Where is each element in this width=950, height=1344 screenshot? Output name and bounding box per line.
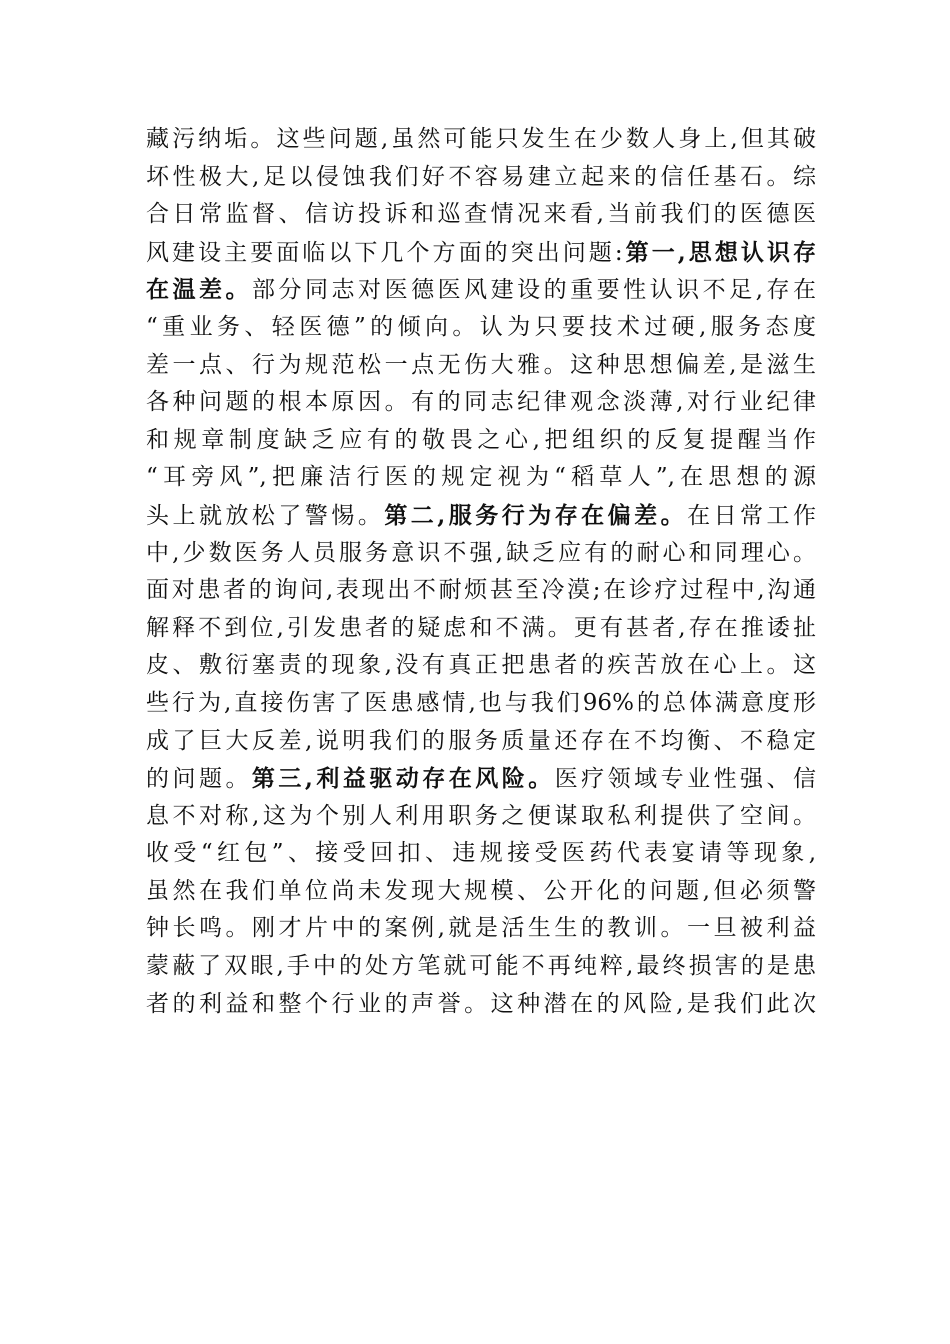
heading-phrase: 在温差。 — [146, 276, 253, 304]
text-run: 皮、敷衍塞责的现象,没有真正把患者的疾苦放在心上。这 — [146, 652, 816, 679]
text-run: 解释不到位,引发患者的疑虑和不满。更有甚者,存在推诿扯 — [146, 614, 816, 641]
text-run: 息不对称,这为个别人利用职务之便谋取私利提供了空间。 — [146, 802, 816, 829]
text-line — [146, 347, 816, 385]
heading-phrase: 第一,思想认识存 — [622, 238, 816, 266]
text-run: 中,少数医务人员服务意识不强,缺乏应有的耐心和同理心。 — [146, 539, 816, 566]
text-run: 合日常监督、信访投诉和巡查情况来看,当前我们的医德医 — [146, 201, 816, 228]
text-line — [146, 497, 816, 535]
text-line — [146, 271, 816, 309]
text-run: 蒙蔽了双眼,手中的处方笔就可能不再纯粹,最终损害的是患 — [146, 953, 816, 980]
text-run: 藏污纳垢。这些问题,虽然可能只发生在少数人身上,但其破 — [146, 126, 816, 152]
text-line — [146, 986, 816, 1024]
text-line — [146, 384, 816, 422]
text-line — [146, 798, 816, 836]
text-line — [146, 234, 816, 272]
text-line — [146, 422, 816, 460]
text-run: 面对患者的询问,表现出不耐烦甚至冷漠;在诊疗过程中,沟通 — [146, 577, 816, 604]
text-run: “耳旁风”,把廉洁行医的规定视为“稻草人”,在思想的源 — [146, 464, 816, 491]
text-line — [146, 647, 816, 685]
text-run: 头上就放松了警惕。 — [146, 502, 385, 529]
text-run: 医疗领域专业性强、信 — [554, 766, 816, 793]
text-line — [146, 873, 816, 911]
text-line — [146, 196, 816, 234]
text-line — [146, 760, 816, 798]
text-line — [146, 835, 816, 873]
text-run: 成了巨大反差,说明我们的服务质量还存在不均衡、不稳定 — [146, 727, 816, 754]
text-run: 部分同志对医德医风建设的重要性认识不足,存在 — [252, 277, 816, 304]
text-run: 钟长鸣。刚才片中的案例,就是活生生的教训。一旦被利益 — [146, 915, 816, 942]
text-run: 收受“红包”、接受回扣、违规接受医药代表宴请等现象, — [146, 840, 816, 867]
text-run: 风建设主要面临以下几个方面的突出问题: — [146, 239, 623, 266]
text-line — [146, 309, 816, 347]
text-line — [146, 685, 816, 723]
text-line — [146, 121, 816, 159]
text-run: 坏性极大,足以侵蚀我们好不容易建立起来的信任基石。综 — [146, 163, 816, 190]
text-line — [146, 535, 816, 573]
text-run: 者的利益和整个行业的声誉。这种潜在的风险,是我们此次 — [146, 990, 816, 1017]
text-run: 差一点、行为规范松一点无伤大雅。这种思想偏差,是滋生 — [146, 351, 816, 378]
body-text — [146, 121, 816, 1023]
text-line — [146, 948, 816, 986]
text-run: 些行为,直接伤害了医患感情,也与我们96%的总体满意度形 — [146, 689, 816, 716]
text-line — [146, 910, 816, 948]
heading-phrase: 第三,利益驱动存在风险。 — [251, 765, 555, 793]
text-run: 和规章制度缺乏应有的敬畏之心,把组织的反复提醒当作 — [146, 426, 816, 453]
text-line — [146, 572, 816, 610]
text-run: 虽然在我们单位尚未发现大规模、公开化的问题,但必须警 — [146, 877, 816, 904]
text-run: “重业务、轻医德”的倾向。认为只要技术过硬,服务态度 — [146, 313, 816, 340]
text-run: 在日常工作 — [687, 502, 816, 529]
text-run: 各种问题的根本原因。有的同志纪律观念淡薄,对行业纪律 — [146, 389, 816, 416]
text-line — [146, 459, 816, 497]
text-line — [146, 723, 816, 761]
text-run: 的问题。 — [146, 766, 252, 793]
text-line — [146, 159, 816, 197]
text-line — [146, 610, 816, 648]
heading-phrase: 第二,服务行为存在偏差。 — [384, 501, 688, 529]
